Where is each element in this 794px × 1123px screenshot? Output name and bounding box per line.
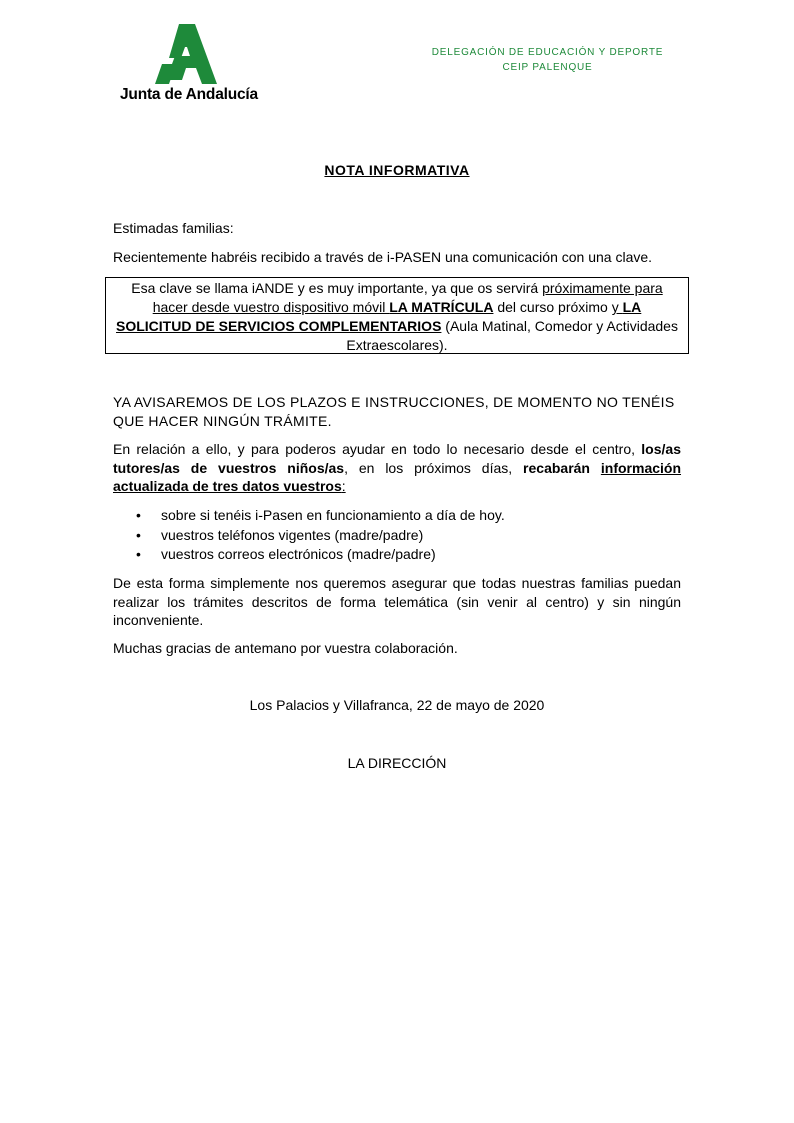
highlight-box-text: Esa clave se llama iANDE y es muy importante, ya que os servirá próximamente para hacer desde vuestro dispositivo móvil LA MATRÍCULA del curso próximo y LA SOLICITUD DE SERVICIOS COMPLEMENTARIOS (Aula Matinal, Comedor y Actividades Extraescolares). — [116, 280, 678, 353]
delegation-name: DELEGACIÓN DE EDUCACIÓN Y DEPORTE — [431, 47, 664, 58]
document-title: NOTA INFORMATIVA — [324, 162, 470, 178]
data-list — [113, 506, 681, 565]
signature: LA DIRECCIÓN — [347, 755, 447, 771]
bullet-icon: • — [136, 546, 141, 562]
thanks-paragraph: Muchas gracias de antemano por vuestra colaboración. — [113, 640, 458, 656]
junta-andalucia-a-icon — [155, 24, 219, 84]
bullet-icon: • — [136, 526, 141, 543]
list-item: • sobre si tenéis i-Pasen en funcionamiento a día de hoy. — [113, 506, 681, 526]
school-name: CEIP PALENQUE — [502, 62, 593, 73]
logo-wordmark: Junta de Andalucía — [120, 86, 258, 103]
greeting: Estimadas familias: — [113, 220, 234, 236]
list-item: • vuestros correos electrónicos (madre/padre) — [113, 545, 681, 565]
notice-paragraph: YA AVISAREMOS DE LOS PLAZOS E INSTRUCCIONES, DE MOMENTO NO TENÉIS QUE HACER NINGÚN TRÁMITE. — [113, 394, 675, 429]
relation-paragraph: En relación a ello, y para poderos ayudar en todo lo necesario desde el centro, los/as tutores/as de vuestros niños/as, en los próximos días, recabarán información actualizada de tres datos vuestros: — [113, 441, 682, 494]
list-item: • vuestros teléfonos vigentes (madre/padre) — [113, 526, 681, 546]
intro-paragraph: Recientemente habréis recibido a través de i-PASEN una comunicación con una clave. — [113, 249, 653, 265]
organization-header — [420, 45, 675, 75]
bullet-icon: • — [136, 507, 141, 523]
junta-andalucia-logo — [117, 22, 262, 108]
highlight-box — [105, 277, 689, 354]
purpose-paragraph: De esta forma simplemente nos queremos asegurar que todas nuestras familias puedan realizar los trámites descritos de forma telemática (sin venir al centro) y sin ningún inconveniente. — [113, 575, 681, 628]
place-date: Los Palacios y Villafranca, 22 de mayo de 2020 — [249, 697, 545, 713]
